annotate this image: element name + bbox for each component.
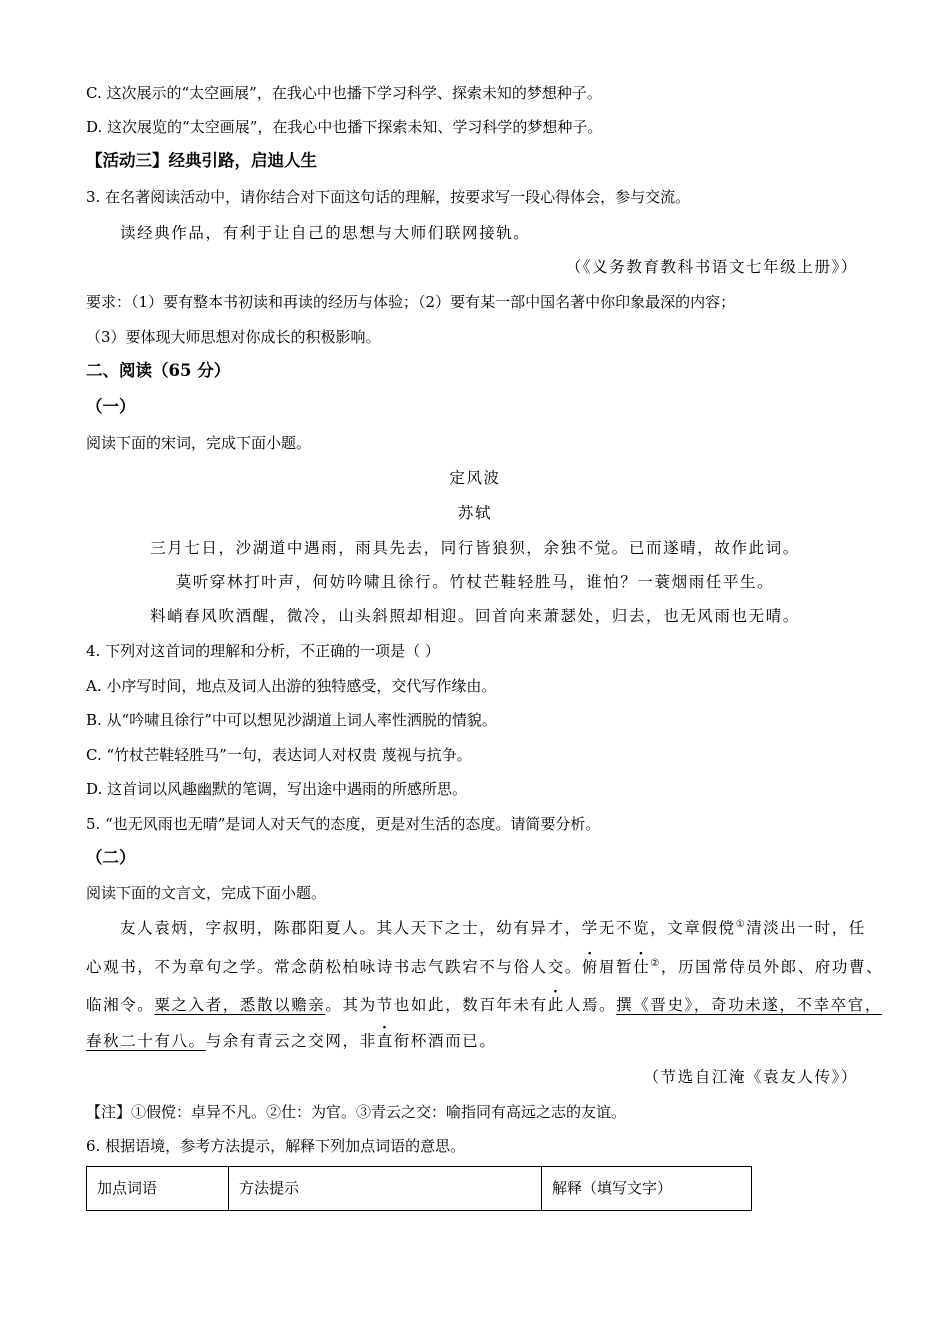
question-5: 5. “也无风雨也无晴”是词人对天气的态度，更是对生活的态度。请简要分析。 [86,815,601,833]
question-4-b: B. 从“吟啸且徐行”中可以想见沙湖道上词人率性洒脱的情貌。 [86,711,497,729]
table-header-explain: 解释（填写文字） [542,1167,752,1211]
poem-title: 定风波 [449,469,501,487]
underlined-sentence-2: 撰《晋史》，奇功未遂，不幸卒官， [616,996,883,1014]
dotted-word-ci: 此 [547,996,565,1014]
table-header-word: 加点词语 [87,1167,229,1211]
question-4: 4. 下列对这首词的理解和分析，不正确的一项是（ ） [86,642,440,660]
question-4-d: D. 这首词以风趣幽默的笔调，写出途中遇雨的所感所思。 [86,780,468,798]
part-two-heading: （二） [86,848,136,867]
quote-source: （《义务教育教科书语文七年级上册》） [565,258,858,276]
option-d: D. 这次展览的“太空画展”，在我心中也播下探索未知、学习科学的梦想种子。 [86,118,603,136]
dotted-word-zhi: 直 [376,1032,394,1050]
section-two-heading: 二、阅读（65 分） [86,361,231,380]
question-4-c: C. “竹杖芒鞋轻胜马”一句，表达词人对权贵 蔑视与抗争。 [86,746,472,764]
classical-source: （节选自江淹《袁友人传》） [643,1068,858,1086]
question-4-a: A. 小序写时间，地点及词人出游的独特感受，交代写作缘由。 [86,677,497,695]
requirement-1: 要求：（1）要有整本书初读和再读的经历与体验；（2）要有某一部中国名著中你印象最深的内容； [86,293,736,311]
underlined-sentence-1: 粟之入者，悉散以赡亲 [154,996,326,1014]
dotted-word-fu: 俯 [581,958,600,976]
poem-preface: 三月七日，沙湖道中遇雨，雨具先去，同行皆狼狈，余独不觉。已而遂晴，故作此词。 [150,539,800,557]
classical-line-2: 心观书，不为章句之学。常念荫松柏咏诗书志气跌宕不与俗人交。俯眉暂仕②，历国常侍员外郎、府功曹、 [86,957,884,976]
question-3: 3. 在名著阅读活动中，请你结合对下面这句话的理解，按要求写一段心得体会，参与交流。 [86,188,691,206]
option-c: C. 这次展示的“太空画展”，在我心中也播下学习科学、探索未知的梦想种子。 [86,84,602,102]
poem-author: 苏轼 [457,504,493,522]
quote: 读经典作品，有利于让自己的思想与大师们联网接轨。 [120,224,531,242]
poem-line-1: 莫听穿林打叶声，何妨吟啸且徐行。竹杖芒鞋轻胜马，谁怕？一蓑烟雨任平生。 [175,573,775,591]
table-header-method: 方法提示 [229,1167,542,1211]
poem-line-2: 料峭春风吹酒醒，微冷，山头斜照却相迎。回首向来萧瑟处，归去，也无风雨也无晴。 [150,607,800,625]
part-one-heading: （一） [86,397,136,416]
answer-table [86,1166,752,1211]
dotted-word-shi: 仕 [633,958,651,976]
classical-line-4: 春秋二十有八。与余有青云之交网，非直衔杯酒而已。 [86,1032,497,1050]
intro-poem: 阅读下面的宋词，完成下面小题。 [86,434,312,452]
annotation-note: 【注】①假傥：卓异不凡。②仕：为官。③青云之交：喻指同有高远之志的友谊。 [86,1103,627,1121]
question-6: 6. 根据语境，参考方法提示，解释下列加点词语的意思。 [86,1137,466,1155]
underlined-sentence-2-end: 春秋二十有八。 [86,1032,206,1050]
intro-classical: 阅读下面的文言文，完成下面小题。 [86,884,327,902]
classical-line-3: 临湘令。粟之入者，悉散以赡亲。其为节也如此，数百年未有此人焉。撰《晋史》，奇功未遂，不幸卒官， [86,996,883,1014]
activity-three-heading: 【活动三】经典引路，启迪人生 [86,151,317,170]
requirement-2: （3）要体现大师思想对你成长的积极影响。 [86,328,381,346]
table-row [87,1167,752,1211]
classical-line-1: 友人袁炳，字叔明，陈郡阳夏人。其人天下之士，幼有异才，学无不览，文章假傥①清淡出一时，任 [120,918,866,937]
footnote-2-marker: ② [650,957,661,969]
footnote-1-marker: ① [735,918,747,930]
